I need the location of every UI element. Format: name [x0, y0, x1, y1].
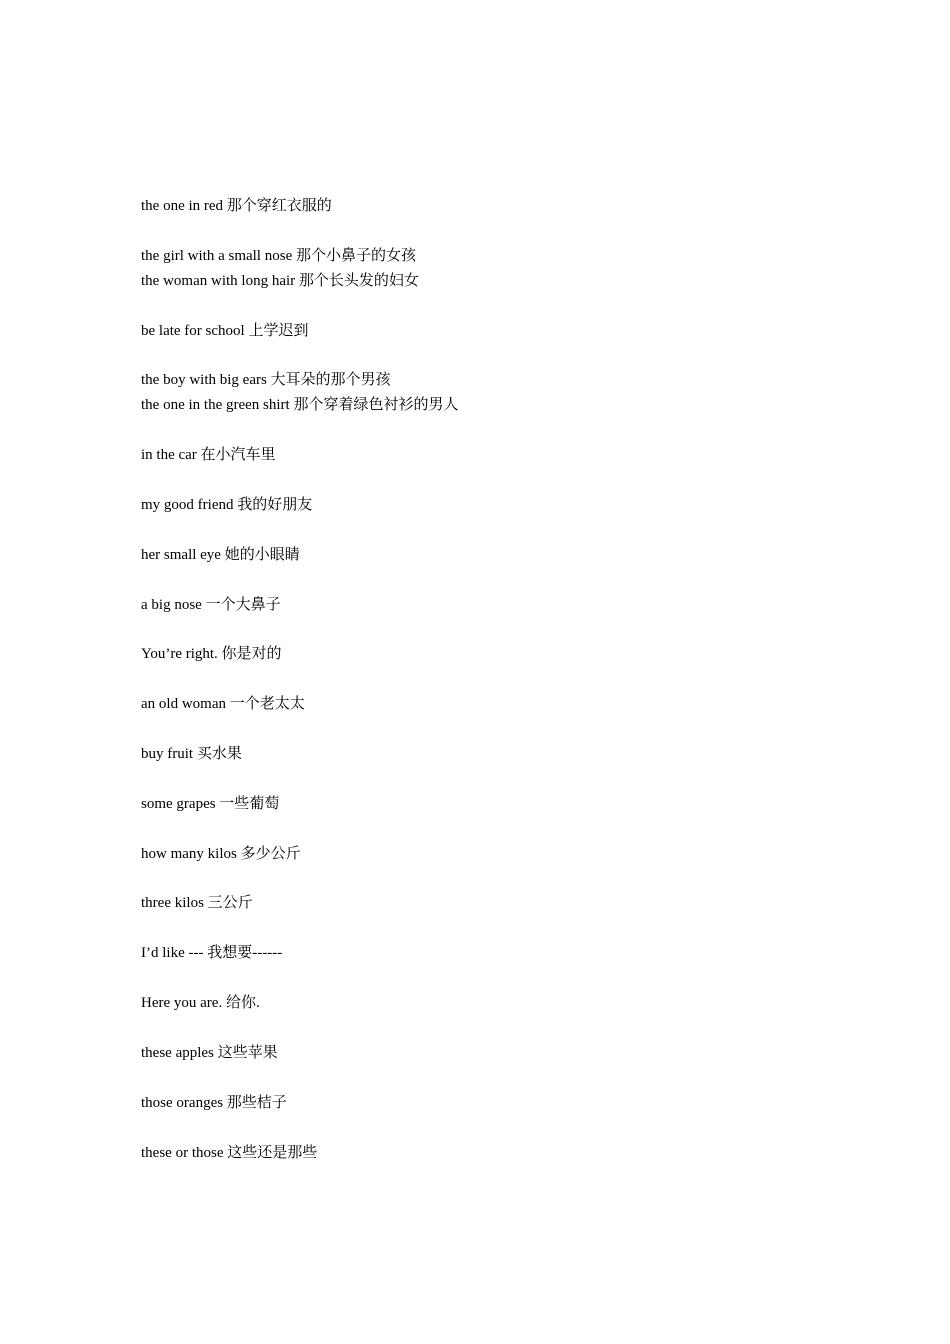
phrase-line: three kilos 三公斤 [141, 895, 253, 911]
phrase-line: the one in red 那个穿红衣服的 [141, 198, 332, 214]
phrase-line: be late for school 上学迟到 [141, 323, 309, 339]
phrase-line: the boy with big ears 大耳朵的那个男孩 [141, 372, 391, 388]
phrase-line: buy fruit 买水果 [141, 746, 242, 762]
phrase-line: an old woman 一个老太太 [141, 696, 305, 712]
phrase-line: the girl with a small nose 那个小鼻子的女孩 [141, 248, 416, 264]
phrase-line: these or those 这些还是那些 [141, 1145, 318, 1161]
phrase-line: those oranges 那些桔子 [141, 1095, 287, 1111]
phrase-line: a big nose 一个大鼻子 [141, 597, 281, 613]
phrase-line: the one in the green shirt 那个穿着绿色衬衫的男人 [141, 397, 459, 413]
phrase-line: her small eye 她的小眼睛 [141, 547, 300, 563]
phrase-line: Here you are. 给你. [141, 995, 260, 1011]
phrase-line: I’d like --- 我想要------ [141, 945, 283, 961]
phrase-line: in the car 在小汽车里 [141, 447, 276, 463]
phrase-line: how many kilos 多少公斤 [141, 846, 301, 862]
phrase-line: these apples 这些苹果 [141, 1045, 278, 1061]
phrase-line: the woman with long hair 那个长头发的妇女 [141, 273, 419, 289]
phrase-line: You’re right. 你是对的 [141, 646, 282, 662]
phrase-line: some grapes 一些葡萄 [141, 796, 280, 812]
phrase-line: my good friend 我的好朋友 [141, 497, 313, 513]
